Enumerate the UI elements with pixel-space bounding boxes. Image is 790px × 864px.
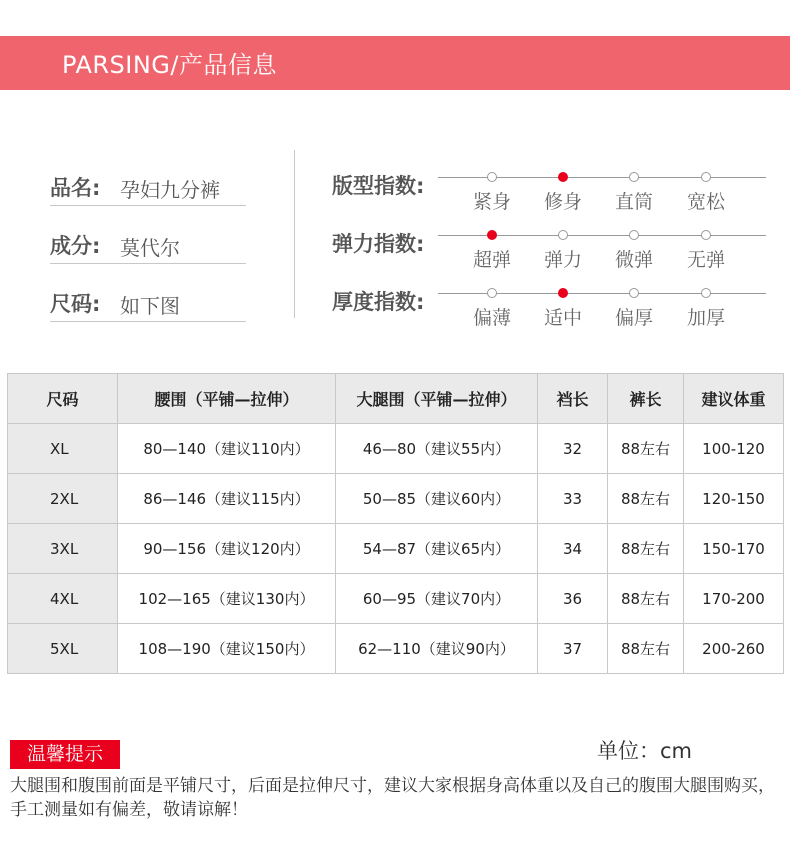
cell-weight: 100-120 bbox=[684, 424, 784, 474]
index-dot bbox=[487, 172, 497, 182]
header-size: 尺码 bbox=[8, 374, 118, 424]
size-table bbox=[7, 373, 784, 674]
table-row bbox=[8, 474, 784, 524]
cell-size: 4XL bbox=[8, 574, 118, 624]
index-dot bbox=[558, 230, 568, 240]
table-row bbox=[8, 624, 784, 674]
cell-waist: 80—140（建议110内） bbox=[118, 424, 336, 474]
cell-size: 3XL bbox=[8, 524, 118, 574]
header-rise: 裆长 bbox=[538, 374, 608, 424]
cell-thigh: 60—95（建议70内） bbox=[336, 574, 538, 624]
page-title: PARSING/产品信息 bbox=[62, 51, 277, 79]
cell-weight: 150-170 bbox=[684, 524, 784, 574]
index-option: 超弹 bbox=[472, 249, 511, 271]
table-row bbox=[8, 524, 784, 574]
cell-thigh: 46—80（建议55内） bbox=[336, 424, 538, 474]
cell-length: 88左右 bbox=[608, 424, 684, 474]
product-name-label: 品名: bbox=[50, 176, 101, 200]
index-dot bbox=[629, 288, 639, 298]
table-header-row bbox=[8, 374, 784, 424]
cell-rise: 33 bbox=[538, 474, 608, 524]
cell-size: XL bbox=[8, 424, 118, 474]
index-option: 弹力 bbox=[543, 249, 582, 271]
header-weight: 建议体重 bbox=[684, 374, 784, 424]
cell-rise: 32 bbox=[538, 424, 608, 474]
cell-length: 88左右 bbox=[608, 474, 684, 524]
cell-length: 88左右 bbox=[608, 524, 684, 574]
index-dot-selected bbox=[487, 230, 497, 240]
product-size-value: 如下图 bbox=[120, 294, 180, 318]
cell-weight: 170-200 bbox=[684, 574, 784, 624]
index-dot bbox=[701, 230, 711, 240]
table-row bbox=[8, 424, 784, 474]
cell-rise: 36 bbox=[538, 574, 608, 624]
product-size-row bbox=[50, 288, 246, 322]
index-dot bbox=[629, 230, 639, 240]
index-option: 无弹 bbox=[686, 249, 725, 271]
vertical-divider bbox=[294, 150, 295, 318]
index-dot bbox=[487, 288, 497, 298]
product-name-row bbox=[50, 172, 246, 206]
cell-weight: 120-150 bbox=[684, 474, 784, 524]
index-dot bbox=[701, 288, 711, 298]
header-length: 裤长 bbox=[608, 374, 684, 424]
cell-weight: 200-260 bbox=[684, 624, 784, 674]
index-dot-selected bbox=[558, 172, 568, 182]
cell-thigh: 50—85（建议60内） bbox=[336, 474, 538, 524]
index-option: 偏薄 bbox=[472, 307, 511, 329]
cell-waist: 102—165（建议130内） bbox=[118, 574, 336, 624]
index-dot bbox=[701, 172, 711, 182]
index-label: 弹力指数: bbox=[332, 232, 425, 256]
cell-size: 2XL bbox=[8, 474, 118, 524]
index-option: 修身 bbox=[543, 191, 582, 213]
header-thigh: 大腿围（平铺—拉伸） bbox=[336, 374, 538, 424]
product-material-value: 莫代尔 bbox=[120, 236, 180, 260]
cell-length: 88左右 bbox=[608, 624, 684, 674]
cell-waist: 90—156（建议120内） bbox=[118, 524, 336, 574]
cell-rise: 37 bbox=[538, 624, 608, 674]
index-option: 适中 bbox=[543, 307, 582, 329]
cell-waist: 108—190（建议150内） bbox=[118, 624, 336, 674]
notice-text: 大腿围和腹围前面是平铺尺寸，后面是拉伸尺寸，建议大家根据身高体重以及自己的腹围大腿围购买，手工测量如有偏差，敬请谅解！ bbox=[10, 776, 775, 820]
index-option: 偏厚 bbox=[614, 307, 653, 329]
index-option: 宽松 bbox=[686, 191, 725, 213]
index-dot bbox=[629, 172, 639, 182]
cell-rise: 34 bbox=[538, 524, 608, 574]
cell-size: 5XL bbox=[8, 624, 118, 674]
unit-label: 单位：cm bbox=[597, 739, 693, 763]
cell-waist: 86—146（建议115内） bbox=[118, 474, 336, 524]
product-material-row bbox=[50, 230, 246, 264]
cell-thigh: 54—87（建议65内） bbox=[336, 524, 538, 574]
header-banner bbox=[0, 36, 790, 90]
product-size-label: 尺码: bbox=[50, 292, 101, 316]
index-label: 版型指数: bbox=[332, 174, 425, 198]
index-option: 加厚 bbox=[686, 307, 725, 329]
index-option: 微弹 bbox=[614, 249, 653, 271]
index-option: 直筒 bbox=[614, 191, 653, 213]
header-waist: 腰围（平铺—拉伸） bbox=[118, 374, 336, 424]
table-row bbox=[8, 574, 784, 624]
index-dot-selected bbox=[558, 288, 568, 298]
cell-thigh: 62—110（建议90内） bbox=[336, 624, 538, 674]
product-material-label: 成分: bbox=[50, 234, 101, 258]
cell-length: 88左右 bbox=[608, 574, 684, 624]
tip-badge: 温馨提示 bbox=[10, 740, 120, 769]
product-name-value: 孕妇九分裤 bbox=[120, 178, 220, 202]
index-label: 厚度指数: bbox=[332, 290, 425, 314]
index-option: 紧身 bbox=[472, 191, 511, 213]
